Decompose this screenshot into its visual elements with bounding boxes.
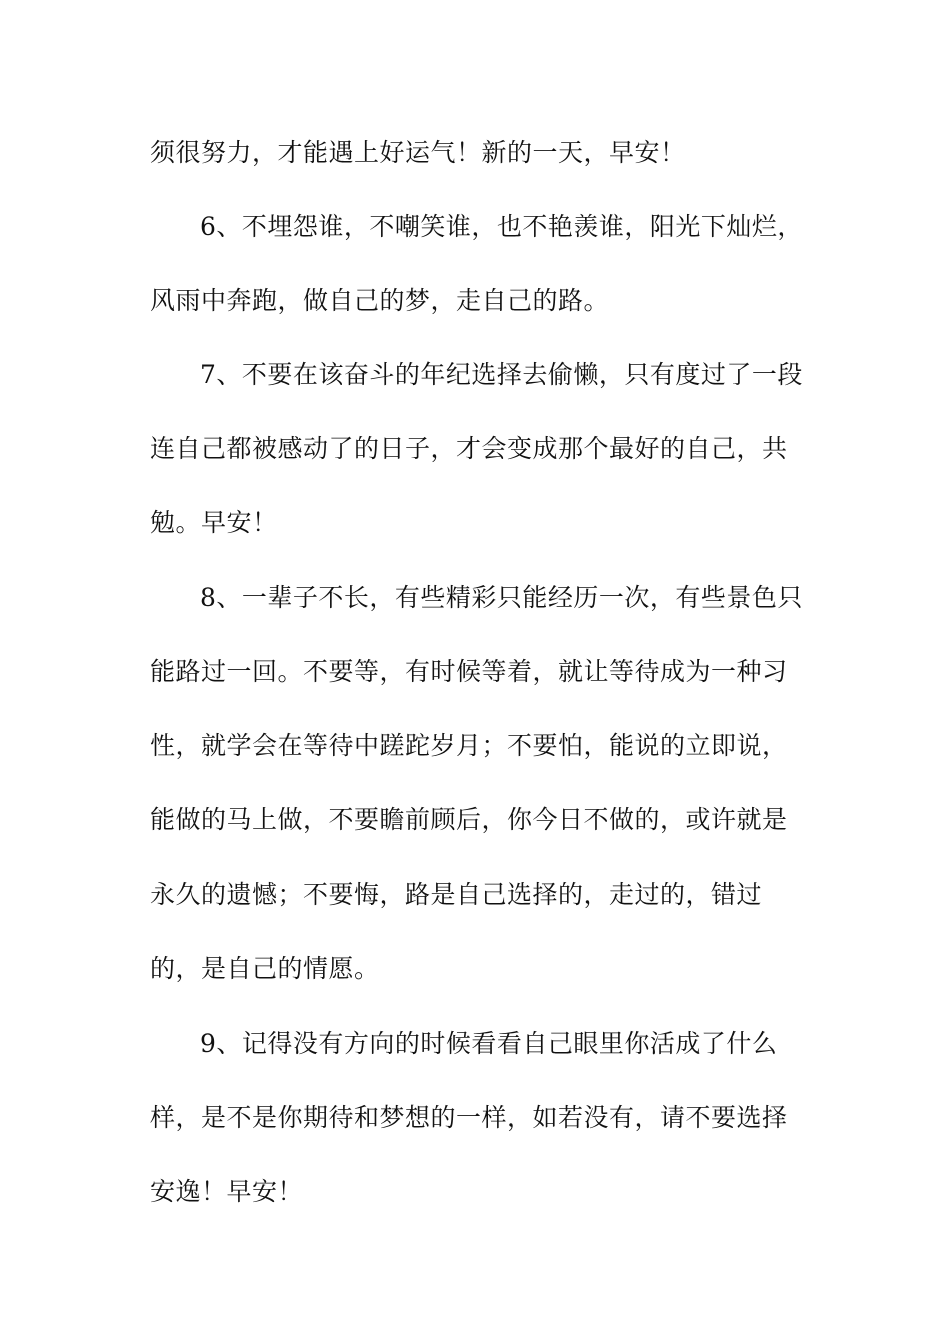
paragraph-9-line-2: 样，是不是你期待和梦想的一样，如若没有，请不要选择 xyxy=(150,1103,788,1132)
paragraph-9-line-1: 9、记得没有方向的时候看看自己眼里你活成了什么 xyxy=(200,1029,778,1058)
paragraph-8-line-6: 的，是自己的情愿。 xyxy=(150,954,380,983)
paragraph-7-line-1: 7、不要在该奋斗的年纪选择去偷懒，只有度过了一段 xyxy=(200,360,803,389)
paragraph-7-line-3: 勉。早安！ xyxy=(150,508,278,537)
paragraph-8-line-3: 性，就学会在等待中蹉跎岁月；不要怕，能说的立即说， xyxy=(150,731,788,760)
paragraph-9-line-3: 安逸！早安！ xyxy=(150,1177,304,1206)
paragraph-8-line-4: 能做的马上做，不要瞻前顾后，你今日不做的，或许就是 xyxy=(150,805,788,834)
paragraph-8-line-1: 8、一辈子不长，有些精彩只能经历一次，有些景色只 xyxy=(200,583,803,612)
paragraph-7-line-2: 连自己都被感动了的日子，才会变成那个最好的自己，共 xyxy=(150,434,788,463)
text-line: 须很努力，才能遇上好运气！新的一天，早安！ xyxy=(150,138,686,167)
paragraph-8-line-5: 永久的遗憾；不要悔，路是自己选择的，走过的，错过 xyxy=(150,880,763,909)
paragraph-6-line-1: 6、不埋怨谁，不嘲笑谁，也不艳羡谁，阳光下灿烂， xyxy=(200,212,803,241)
paragraph-8-line-2: 能路过一回。不要等，有时候等着，就让等待成为一种习 xyxy=(150,657,788,686)
paragraph-6-line-2: 风雨中奔跑，做自己的梦，走自己的路。 xyxy=(150,286,610,315)
